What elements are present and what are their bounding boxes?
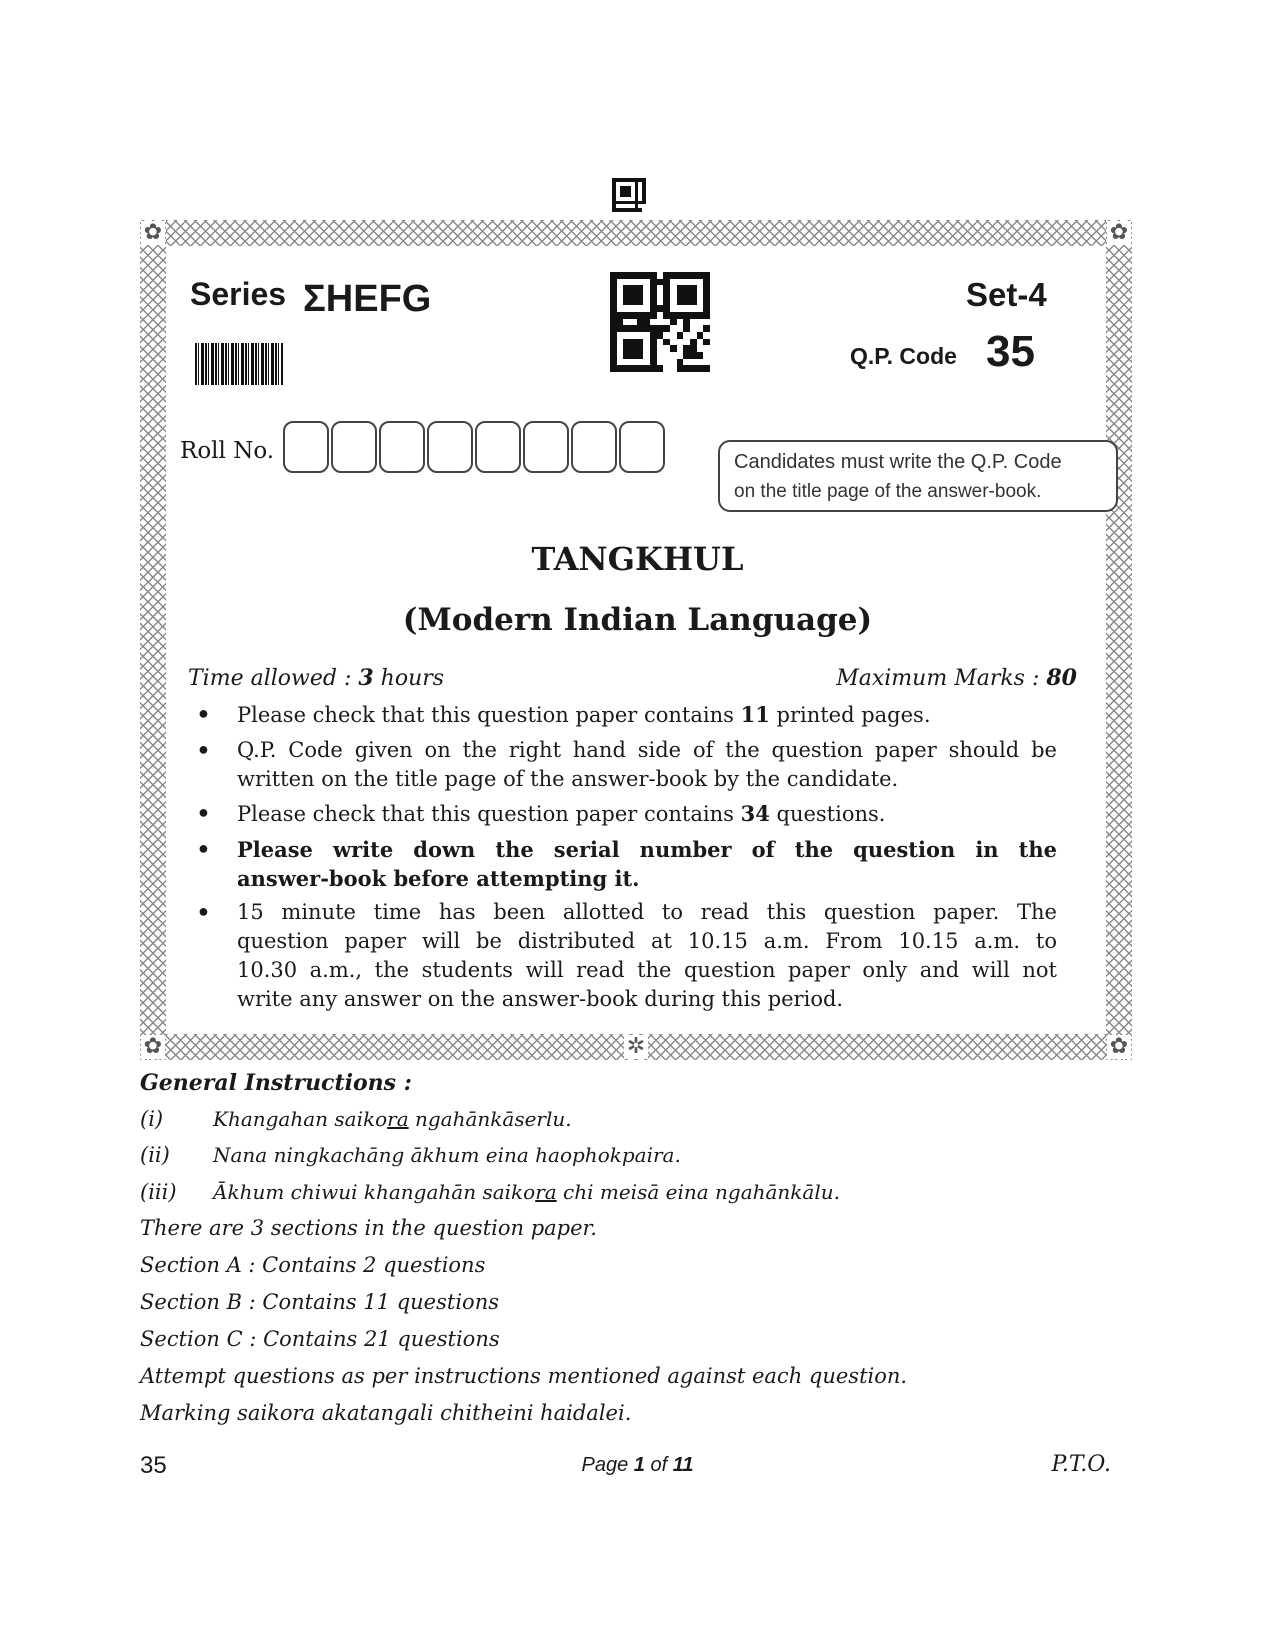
marks-prefix: Maximum Marks : xyxy=(836,666,1047,691)
general-line: Marking saikora akatangali chitheini haidalei. xyxy=(140,1401,632,1425)
instruction-item xyxy=(237,736,1057,794)
instruction-line: answer-book before attempting it. xyxy=(237,866,640,891)
instruction-line: question paper will be distributed at 10.15 a.m. From 10.15 a.m. to xyxy=(237,929,1057,953)
bullet-icon: ● xyxy=(198,802,209,822)
bullet-icon: ● xyxy=(198,703,209,723)
instruction-line: 15 minute time has been allotted to read this question paper. The xyxy=(237,900,1057,924)
general-line: There are 3 sections in the question paper. xyxy=(140,1216,597,1240)
page-current: 1 xyxy=(633,1454,645,1476)
instruction-line: Q.P. Code given on the right hand side of the question paper should be xyxy=(237,738,1057,762)
instruction-text: Please check that this question paper contains xyxy=(237,703,741,727)
instruction-text: questions. xyxy=(769,802,886,826)
point-text xyxy=(213,1143,681,1167)
series-code: ΣHEFG xyxy=(303,278,432,320)
notice-line: on the title page of the answer-book. xyxy=(734,481,1042,502)
instruction-line: 10.30 a.m., the students will read the question paper only and will not xyxy=(237,958,1057,982)
maximum-marks xyxy=(836,665,1077,691)
time-suffix: hours xyxy=(373,666,445,691)
roll-digit-box[interactable] xyxy=(331,421,377,473)
instruction-text: printed pages. xyxy=(769,703,931,727)
footer-code: 35 xyxy=(140,1452,167,1479)
instruction-line: write any answer on the answer-book during this period. xyxy=(237,987,844,1011)
instruction-item xyxy=(237,700,1057,730)
pto-label: P.T.O. xyxy=(1051,1452,1111,1477)
bullet-icon: ● xyxy=(198,838,209,858)
bullet-icon: ● xyxy=(198,901,209,921)
corner-ornament-icon: ✿ xyxy=(141,221,165,245)
page-of: of xyxy=(644,1454,673,1476)
general-instructions-heading: General Instructions : xyxy=(140,1070,412,1096)
page-prefix: Page xyxy=(581,1454,634,1476)
general-line: Section C : Contains 21 questions xyxy=(140,1327,500,1351)
question-count: 34 xyxy=(740,801,770,826)
corner-ornament-icon: ✿ xyxy=(1107,221,1131,245)
point-text-part: chi meisā eina ngahānkālu. xyxy=(556,1180,840,1204)
notice-line: Candidates must write the Q.P. Code xyxy=(734,451,1062,473)
time-allowed xyxy=(188,665,444,691)
center-ornament-icon: ✲ xyxy=(624,1035,648,1059)
series-label: Series xyxy=(190,276,287,312)
instruction-line: written on the title page of the answer-book by the candidate. xyxy=(237,767,899,791)
instruction-line: Please write down the serial number of the question in the xyxy=(237,837,1057,862)
roll-digit-box[interactable] xyxy=(283,421,329,473)
general-line: Attempt questions as per instructions mentioned against each question. xyxy=(140,1364,908,1388)
roll-digit-box[interactable] xyxy=(475,421,521,473)
general-line: Section A : Contains 2 questions xyxy=(140,1253,486,1277)
roll-digit-box[interactable] xyxy=(571,421,617,473)
time-value: 3 xyxy=(358,665,374,691)
point-text xyxy=(213,1180,840,1204)
point-number: (i) xyxy=(140,1107,164,1131)
general-line: Section B : Contains 11 questions xyxy=(140,1290,499,1314)
roll-digit-box[interactable] xyxy=(379,421,425,473)
qr-code xyxy=(610,272,710,372)
instruction-item xyxy=(237,898,1057,1014)
instruction-item xyxy=(237,835,1057,893)
point-text-part: Ākhum chiwui khangahān saiko xyxy=(213,1180,536,1204)
page-total: 11 xyxy=(672,1454,694,1476)
roll-no-label: Roll No. xyxy=(180,438,275,464)
subject-subtitle: (Modern Indian Language) xyxy=(402,602,873,638)
subject-title: TANGKHUL xyxy=(531,540,744,578)
roll-digit-box[interactable] xyxy=(523,421,569,473)
bullet-icon: ● xyxy=(198,739,209,759)
qp-code-value: 35 xyxy=(986,327,1035,376)
marks-value: 80 xyxy=(1046,665,1077,691)
point-number: (ii) xyxy=(140,1143,170,1167)
point-number: (iii) xyxy=(140,1180,177,1204)
point-text xyxy=(213,1107,572,1131)
instruction-item xyxy=(237,799,1057,829)
barcode xyxy=(195,343,283,385)
qp-code-label: Q.P. Code xyxy=(850,343,957,369)
point-text-part: Khangahan saiko xyxy=(213,1107,388,1131)
point-text-underlined: ra xyxy=(387,1107,409,1131)
corner-ornament-icon: ✿ xyxy=(141,1035,165,1059)
time-prefix: Time allowed : xyxy=(188,666,359,691)
page-count: 11 xyxy=(740,702,770,727)
point-text-underlined: ra xyxy=(535,1180,557,1204)
qr-code-small xyxy=(612,178,646,212)
roll-digit-box[interactable] xyxy=(427,421,473,473)
instruction-text: Please check that this question paper contains xyxy=(237,802,741,826)
qp-code-notice xyxy=(718,440,1118,512)
corner-ornament-icon: ✿ xyxy=(1107,1035,1131,1059)
roll-digit-box[interactable] xyxy=(619,421,665,473)
set-label: Set-4 xyxy=(966,276,1047,313)
point-text-part: Nana ningkachāng ākhum eina haophokpaira. xyxy=(213,1143,681,1167)
point-text-part: ngahānkāserlu. xyxy=(408,1107,572,1131)
